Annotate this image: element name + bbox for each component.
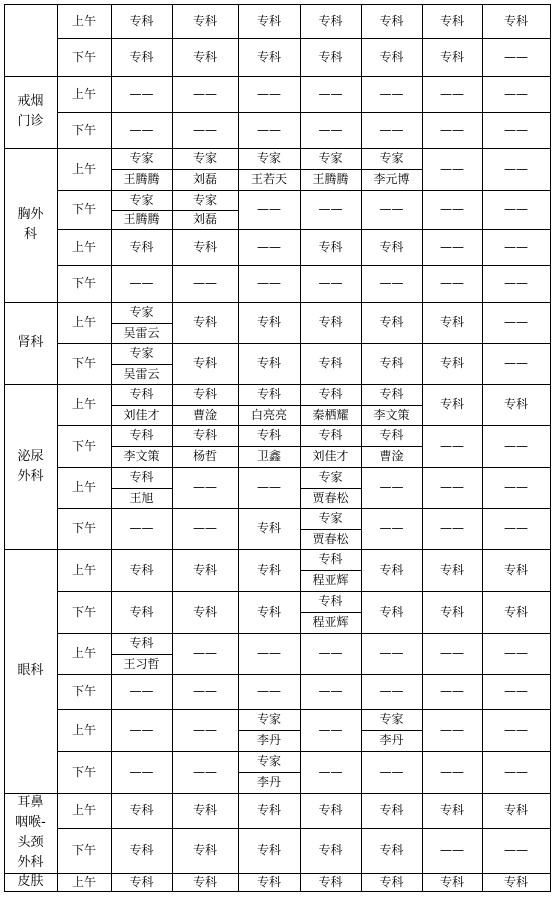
slot-value: 专科 [503,562,528,577]
doctor-name: 刘佳才 [312,449,349,463]
slot-value: 专科 [192,562,217,577]
slot-value: —— [504,684,528,698]
slot-value: 专科 [256,521,281,535]
slot-type: 专家 [379,151,404,165]
slot-type: 专科 [129,470,154,484]
slot-value: —— [129,764,154,779]
slot-value: —— [257,86,281,101]
slot-value: —— [379,764,404,779]
slot-value: 专科 [318,239,343,254]
slot-type: 专家 [379,712,404,726]
department-name [4,4,57,76]
slot-value: 专科 [192,13,217,28]
time-slot-label: 上午 [71,480,96,494]
slot-value: 专科 [379,843,404,857]
slot-value: —— [440,276,464,290]
doctor-name: 秦栖耀 [312,407,349,422]
doctor-name: 王习哲 [123,656,160,671]
slot-value: —— [504,646,528,660]
time-slot-label: 上午 [71,13,96,28]
grid-hline [57,793,551,794]
slot-value: 专科 [256,562,281,577]
slot-value: 专科 [503,397,528,411]
time-slot-label: 下午 [71,202,96,216]
slot-value: —— [440,684,464,698]
doctor-name: 白亮亮 [250,407,287,422]
grid-vline [550,4,551,891]
cell-divider [300,169,361,170]
grid-hline [57,751,551,752]
cell-divider [172,169,238,170]
slot-value: —— [504,722,528,737]
time-slot-label: 下午 [71,521,96,535]
slot-value: 专科 [256,803,281,817]
cell-divider [238,772,300,773]
slot-value: —— [193,480,217,494]
grid-hline [57,828,551,829]
cell-divider [361,405,422,406]
slot-value: —— [129,684,154,698]
slot-value: —— [504,521,528,535]
slot-value: 专科 [379,562,404,577]
doctor-name: 曹淦 [192,407,217,422]
time-slot-label: 下午 [71,843,96,857]
slot-value: 专科 [439,49,464,64]
slot-value: 专科 [256,356,281,370]
doctor-name: 王腾腾 [123,172,160,186]
slot-value: —— [257,684,281,698]
time-slot-label: 上午 [71,803,96,817]
slot-value: —— [193,86,217,101]
slot-value: —— [193,684,217,698]
slot-value: 专科 [129,843,154,857]
slot-value: 专科 [129,604,154,619]
doctor-name: 王旭 [129,490,154,505]
doctor-name: 贾春松 [312,490,349,505]
slot-type: 专科 [318,387,343,401]
time-slot-label: 下午 [71,438,96,453]
slot-value: —— [257,646,281,660]
grid-hline [57,549,551,550]
slot-value: —— [440,202,464,216]
slot-value: 专科 [256,315,281,329]
slot-value: 专科 [439,562,464,577]
slot-value: —— [318,684,343,698]
slot-value: 专科 [318,315,343,329]
department-name: 戒烟 门诊 [17,94,44,129]
slot-type: 专科 [379,387,404,401]
slot-value: 专科 [379,803,404,817]
slot-value: 专科 [439,356,464,370]
slot-value: —— [504,122,528,137]
slot-value: 专科 [379,13,404,28]
cell-divider [300,405,361,406]
slot-type: 专家 [318,511,343,525]
department-name: 泌尿 外科 [17,448,44,484]
slot-value: 专科 [318,874,343,889]
slot-type: 专科 [129,387,154,401]
slot-value: 专科 [439,315,464,329]
slot-value: —— [379,202,404,216]
doctor-name: 王若天 [250,172,287,186]
cell-divider [111,488,172,489]
slot-value: —— [129,521,154,535]
slot-value: —— [504,480,528,494]
slot-value: —— [193,764,217,779]
slot-value: 专科 [503,803,528,817]
slot-value: 专科 [318,13,343,28]
cell-divider [300,570,361,571]
doctor-name: 程亚辉 [312,573,349,587]
cell-divider [111,405,172,406]
slot-value: —— [440,161,464,176]
slot-type: 专科 [192,387,217,401]
slot-value: —— [440,122,464,137]
slot-value: 专科 [256,604,281,619]
slot-value: 专科 [439,604,464,619]
department-name: 皮肤 [17,874,44,889]
grid-hline [57,873,551,874]
slot-value: —— [257,202,281,216]
slot-value: 专科 [192,239,217,254]
slot-value: 专科 [439,874,464,889]
slot-type: 专家 [256,151,281,165]
cell-divider [111,323,172,324]
slot-value: —— [504,438,528,453]
cell-divider [361,169,422,170]
grid-hline [57,508,551,509]
slot-value: —— [318,86,343,101]
cell-divider [300,488,361,489]
slot-value: —— [257,239,281,254]
cell-divider [300,612,361,613]
slot-value: —— [504,356,528,370]
slot-value: 专科 [318,803,343,817]
slot-value: 专科 [503,604,528,619]
slot-value: 专科 [129,13,154,28]
doctor-name: 王腾腾 [123,212,160,226]
slot-type: 专家 [192,151,217,165]
slot-value: —— [193,646,217,660]
slot-value: —— [129,722,154,737]
slot-value: 专科 [192,843,217,857]
slot-type: 专家 [318,470,343,484]
grid-hline [57,4,551,5]
slot-value: —— [504,764,528,779]
slot-value: —— [379,646,404,660]
time-slot-label: 上午 [71,722,96,737]
slot-type: 专科 [379,428,404,442]
slot-value: 专科 [192,49,217,64]
doctor-name: 卫鑫 [256,449,281,463]
slot-value: —— [318,646,343,660]
slot-type: 专家 [129,151,154,165]
grid-hline [57,302,551,303]
slot-type: 专科 [318,594,343,608]
slot-value: 专科 [379,315,404,329]
grid-hline [57,190,551,191]
slot-type: 专家 [256,712,281,726]
slot-type: 专科 [129,636,154,650]
slot-value: 专科 [379,49,404,64]
slot-value: —— [504,86,528,101]
cell-divider [238,446,300,447]
slot-value: 专科 [129,803,154,817]
slot-type: 专科 [256,428,281,442]
slot-value: 专科 [192,604,217,619]
cell-divider [361,730,422,731]
grid-hline [57,467,551,468]
slot-value: —— [257,276,281,290]
time-slot-label: 下午 [71,604,96,619]
doctor-name: 李丹 [256,775,281,789]
slot-value: 专科 [129,239,154,254]
doctor-name: 王腾腾 [312,172,349,186]
slot-value: —— [440,843,464,857]
cell-divider [111,654,172,655]
time-slot-label: 上午 [71,239,96,254]
doctor-name: 李丹 [379,733,404,747]
slot-value: —— [257,122,281,137]
cell-divider [361,446,422,447]
grid-hline [57,148,551,149]
slot-value: —— [318,122,343,137]
slot-value: 专科 [129,562,154,577]
department-name: 眼科 [17,663,44,678]
slot-value: —— [440,722,464,737]
time-slot-label: 下午 [71,122,96,137]
slot-value: 专科 [192,315,217,329]
grid-hline [57,591,551,592]
cell-divider [111,169,172,170]
doctor-name: 贾春松 [312,531,349,546]
slot-value: —— [379,480,404,494]
slot-type: 专科 [129,428,154,442]
time-slot-label: 下午 [71,356,96,370]
slot-value: —— [318,276,343,290]
cell-divider [172,446,238,447]
slot-value: 专科 [503,13,528,28]
cell-divider [111,446,172,447]
slot-type: 专家 [256,754,281,768]
slot-value: —— [379,521,404,535]
cell-divider [172,210,238,211]
slot-value: 专科 [439,803,464,817]
slot-value: —— [504,315,528,329]
slot-value: —— [193,722,217,737]
slot-value: —— [440,239,464,254]
department-name: 耳鼻 咽喉- 头颈 外科 [15,795,46,870]
time-slot-label: 上午 [71,874,96,889]
slot-value: —— [504,239,528,254]
slot-value: —— [379,122,404,137]
slot-type: 专家 [129,346,154,360]
slot-value: —— [257,480,281,494]
doctor-name: 刘磊 [192,172,217,186]
doctor-name: 程亚辉 [312,615,349,629]
cell-divider [238,169,300,170]
slot-type: 专家 [192,192,217,207]
cell-divider [300,529,361,530]
grid-hline [57,112,551,113]
doctor-name: 曹淦 [379,449,404,463]
slot-value: 专科 [192,356,217,370]
slot-value: —— [379,86,404,101]
slot-value: —— [504,161,528,176]
slot-value: —— [504,843,528,857]
slot-value: —— [129,86,154,101]
cell-divider [111,364,172,365]
slot-value: 专科 [318,49,343,64]
slot-value: —— [440,86,464,101]
slot-value: —— [193,276,217,290]
grid-hline [57,709,551,710]
time-slot-label: 上午 [71,646,96,660]
time-slot-label: 上午 [71,397,96,411]
time-slot-label: 上午 [71,562,96,577]
grid-hline [57,38,551,39]
grid-hline [57,633,551,634]
slot-value: 专科 [318,843,343,857]
slot-value: 专科 [256,843,281,857]
department-name: 肾科 [17,335,44,350]
grid-hline [57,343,551,344]
slot-type: 专科 [256,387,281,401]
department-name: 胸外 科 [17,207,44,242]
doctor-name: 李元博 [373,172,410,186]
slot-value: 专科 [256,13,281,28]
doctor-name: 李文策 [123,449,160,463]
doctor-name: 刘佳才 [123,407,160,422]
time-slot-label: 下午 [71,764,96,779]
doctor-name: 吴雷云 [123,366,160,381]
slot-value: —— [504,202,528,216]
slot-value: —— [129,122,154,137]
doctor-name: 吴雷云 [123,325,160,340]
grid-hline [57,384,551,385]
slot-type: 专科 [192,428,217,442]
slot-type: 专家 [129,305,154,319]
cell-divider [172,405,238,406]
slot-value: —— [504,276,528,290]
slot-value: 专科 [129,874,154,889]
slot-value: —— [440,764,464,779]
time-slot-label: 上午 [71,315,96,329]
slot-value: —— [318,764,343,779]
cell-divider [238,405,300,406]
slot-value: —— [318,202,343,216]
time-slot-label: 上午 [71,161,96,176]
slot-value: —— [193,122,217,137]
slot-value: 专科 [503,874,528,889]
slot-value: —— [379,684,404,698]
slot-value: 专科 [129,49,154,64]
doctor-name: 李丹 [256,733,281,747]
slot-type: 专科 [318,428,343,442]
slot-value: 专科 [439,397,464,411]
slot-value: —— [440,438,464,453]
time-slot-label: 上午 [71,86,96,101]
slot-value: —— [129,276,154,290]
time-slot-label: 下午 [71,684,96,698]
slot-value: —— [318,722,343,737]
time-slot-label: 下午 [71,276,96,290]
grid-hline [57,229,551,230]
doctor-name: 刘磊 [192,212,217,226]
grid-hline [4,891,551,892]
slot-value: —— [504,49,528,64]
slot-value: 专科 [256,49,281,64]
slot-value: —— [440,480,464,494]
slot-value: —— [193,521,217,535]
slot-type: 专家 [129,192,154,207]
slot-value: 专科 [192,874,217,889]
slot-value: 专科 [192,803,217,817]
slot-type: 专家 [318,151,343,165]
cell-divider [111,210,172,211]
slot-value: 专科 [379,356,404,370]
slot-value: 专科 [379,239,404,254]
slot-value: —— [440,646,464,660]
grid-hline [57,674,551,675]
grid-hline [57,265,551,266]
slot-value: —— [379,276,404,290]
grid-hline [57,425,551,426]
time-slot-label: 下午 [71,49,96,64]
slot-value: 专科 [318,356,343,370]
slot-value: 专科 [379,604,404,619]
cell-divider [300,446,361,447]
cell-divider [238,730,300,731]
slot-value: 专科 [439,13,464,28]
slot-value: 专科 [256,874,281,889]
doctor-name: 李文策 [373,407,410,422]
slot-value: —— [440,521,464,535]
slot-type: 专科 [318,552,343,566]
grid-hline [57,76,551,77]
doctor-name: 杨哲 [192,449,217,463]
slot-value: 专科 [379,874,404,889]
